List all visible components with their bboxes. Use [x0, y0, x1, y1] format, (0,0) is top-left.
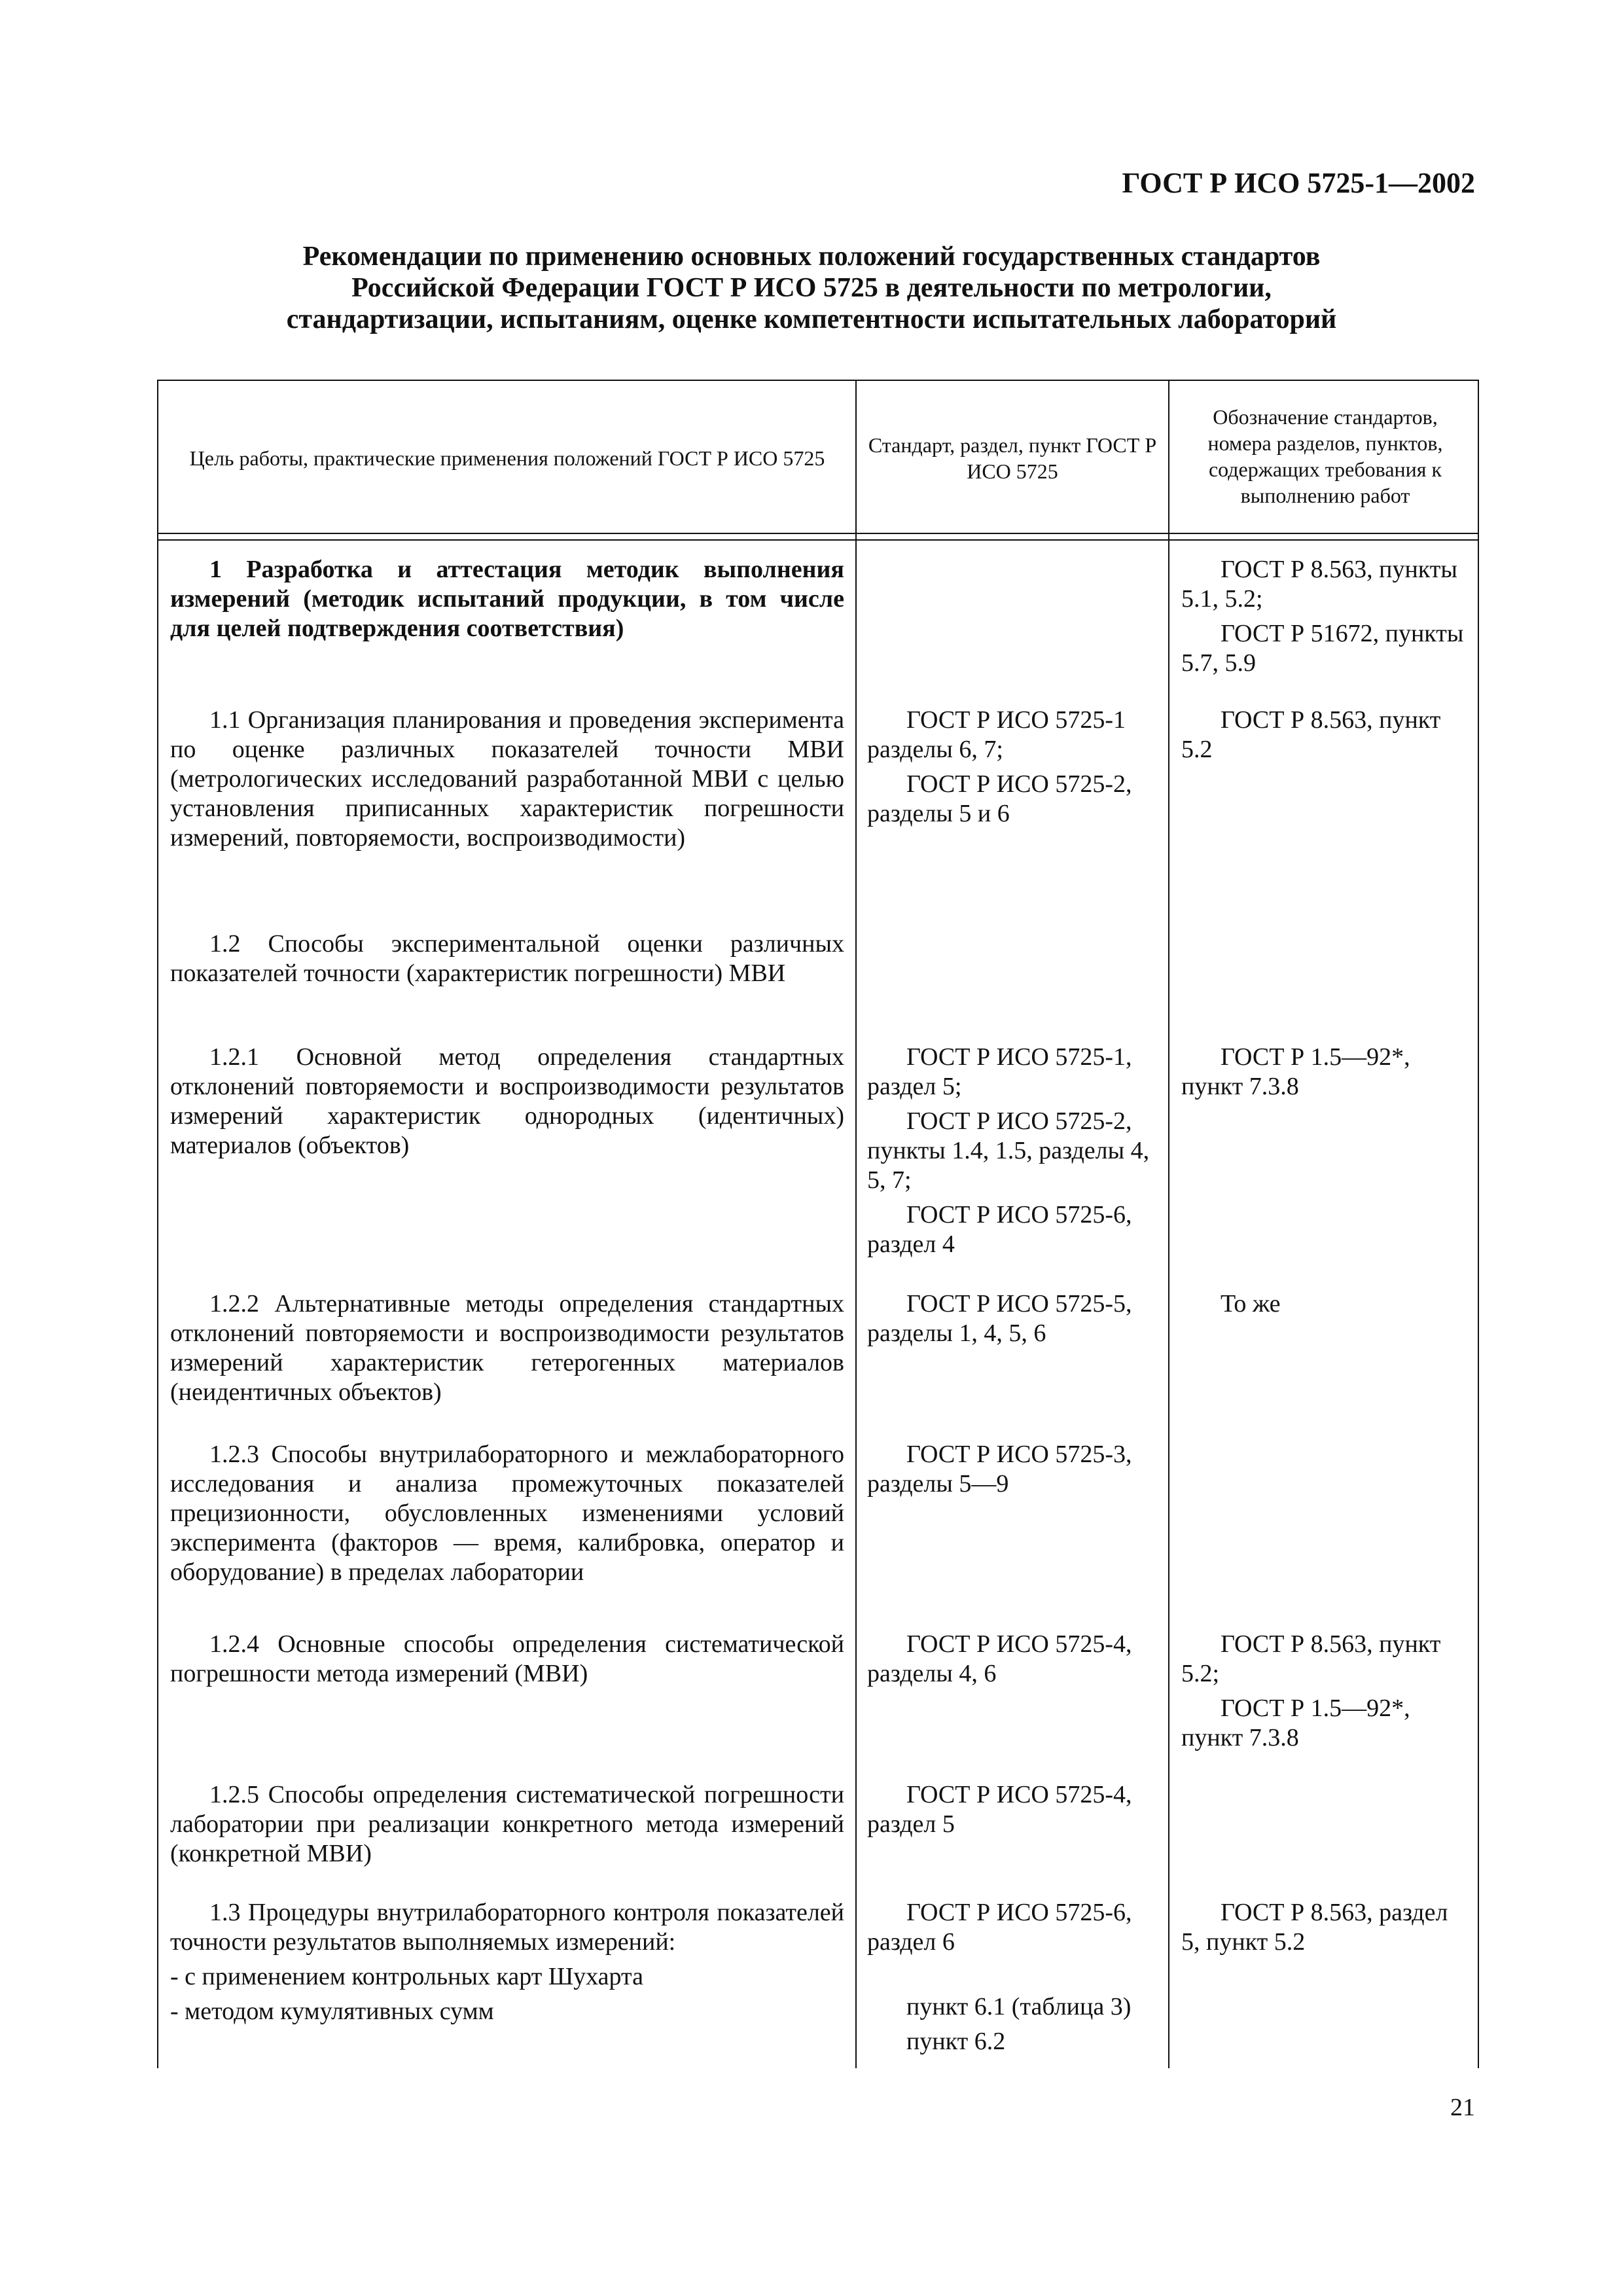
page-number: 21 [1450, 2094, 1475, 2121]
table-row-1.2.1-standard: ГОСТ Р ИСО 5725-1, раздел 5; ГОСТ Р ИСО 5725-2, пункты 1.4, 1.5, разделы 4, 5, 7; ГОСТ Р ИСО 5725-6, раздел 4 [867, 1043, 1150, 1258]
table-row-1.3-requirements: ГОСТ Р 8.563, раздел 5, пункт 5.2 [1181, 1899, 1448, 1956]
column-header-goal: Цель работы, практические применения положений ГОСТ Р ИСО 5725 [189, 446, 825, 470]
title-line: стандартизации, испытаниям, оценке компетентности испытательных лабораторий [286, 304, 1337, 334]
table-row-1.2.2-goal: 1.2.2 Альтернативные методы определения стандартных отклонений повторяемости и воспроизводимости результатов измерений характеристик гетерогенных материалов (неидентичных объектов) [170, 1290, 844, 1406]
table-row-1.2.4-requirements: ГОСТ Р 8.563, пункт 5.2; ГОСТ Р 1.5—92*, пункт 7.3.8 [1181, 1630, 1441, 1751]
column-divider [855, 380, 857, 2068]
table-row-1.1-goal: 1.1 Организация планирования и проведения эксперимента по оценке различных показателей точности МВИ (метрологических исследований разработанной МВИ с целью установления приписанных характеристик погрешности измерений, повторяемости, воспроизводимости) [170, 706, 844, 852]
document-code-header: ГОСТ Р ИСО 5725-1—2002 [1122, 167, 1475, 199]
table-row-1.2.5-goal: 1.2.5 Способы определения систематической погрешности лаборатории при реализации конкретного метода измерений (конкретной МВИ) [170, 1781, 844, 1867]
column-header-standard: Стандарт, раздел, пункт ГОСТ Р ИСО 5725 [868, 433, 1157, 483]
table-border-right [1478, 380, 1479, 2068]
table-row-1.2.3-standard: ГОСТ Р ИСО 5725-3, разделы 5—9 [867, 1441, 1132, 1498]
recommendations-table [157, 380, 1479, 2068]
table-row-1.2.2-requirements: То же [1221, 1290, 1281, 1318]
list-item-standard: пункт 6.2 [906, 2028, 1006, 2055]
title-line: Рекомендации по применению основных положений государственных стандартов [302, 242, 1321, 272]
column-header-requirements: Обозначение стандартов, номера разделов, пунктов, содержащих требования к выполнению работ [1207, 405, 1443, 507]
table-row-1.3-goal: 1.3 Процедуры внутрилабораторного контроля показателей точности результатов выполняемых измерений: - с применением контрольных карт Шухарта - методом кумулятивных сумм [170, 1899, 844, 2025]
table-row-1.2.3-goal: 1.2.3 Способы внутрилабораторного и межлабораторного исследования и анализа промежуточных показателей прецизионности, обусловленных изменениями условий эксперимента (факторов — время, калибровка, оператор и оборудование) в пределах лаборатории [170, 1441, 844, 1586]
table-row-1-goal: 1 Разработка и аттестация методик выполнения измерений (методик испытаний продукции, в том числе для целей подтверждения соответствия) [170, 556, 844, 642]
header-divider [157, 533, 1479, 534]
document-title [164, 241, 1459, 335]
table-row-1.2.5-standard: ГОСТ Р ИСО 5725-4, раздел 5 [867, 1781, 1132, 1838]
table-row-1.1-requirements: ГОСТ Р 8.563, пункт 5.2 [1181, 706, 1441, 763]
list-item: - с применением контрольных карт Шухарта [170, 1963, 643, 1990]
title-line: Российской Федерации ГОСТ Р ИСО 5725 в деятельности по метрологии, [351, 273, 1272, 303]
table-row-1.1-standard: ГОСТ Р ИСО 5725-1 разделы 6, 7; ГОСТ Р ИСО 5725-2, разделы 5 и 6 [867, 706, 1132, 827]
table-row-1.2-goal: 1.2 Способы экспериментальной оценки различных показателей точности (характеристик погрешности) МВИ [170, 930, 844, 987]
table-row-1.2.2-standard: ГОСТ Р ИСО 5725-5, разделы 1, 4, 5, 6 [867, 1290, 1132, 1347]
list-item-standard: пункт 6.1 (таблица 3) [906, 1993, 1132, 2020]
table-row-1.2.4-goal: 1.2.4 Основные способы определения систематической погрешности метода измерений (МВИ) [170, 1630, 844, 1687]
header-divider [157, 539, 1479, 541]
column-divider [1168, 380, 1169, 2068]
list-item: - методом кумулятивных сумм [170, 1998, 494, 2025]
table-row-1.2.1-requirements: ГОСТ Р 1.5—92*, пункт 7.3.8 [1181, 1043, 1410, 1100]
table-row-1.2.4-standard: ГОСТ Р ИСО 5725-4, разделы 4, 6 [867, 1630, 1132, 1687]
table-border-left [157, 380, 158, 2068]
table-row-1-requirements: ГОСТ Р 8.563, пункты 5.1, 5.2; ГОСТ Р 51672, пункты 5.7, 5.9 [1181, 556, 1464, 677]
table-row-1.3-standard: ГОСТ Р ИСО 5725-6, раздел 6 пункт 6.1 (таблица 3) пункт 6.2 [867, 1898, 1158, 2056]
table-row-1.2.1-goal: 1.2.1 Основной метод определения стандартных отклонений повторяемости и воспроизводимости результатов измерений характеристик однородных (идентичных) материалов (объектов) [170, 1043, 844, 1159]
